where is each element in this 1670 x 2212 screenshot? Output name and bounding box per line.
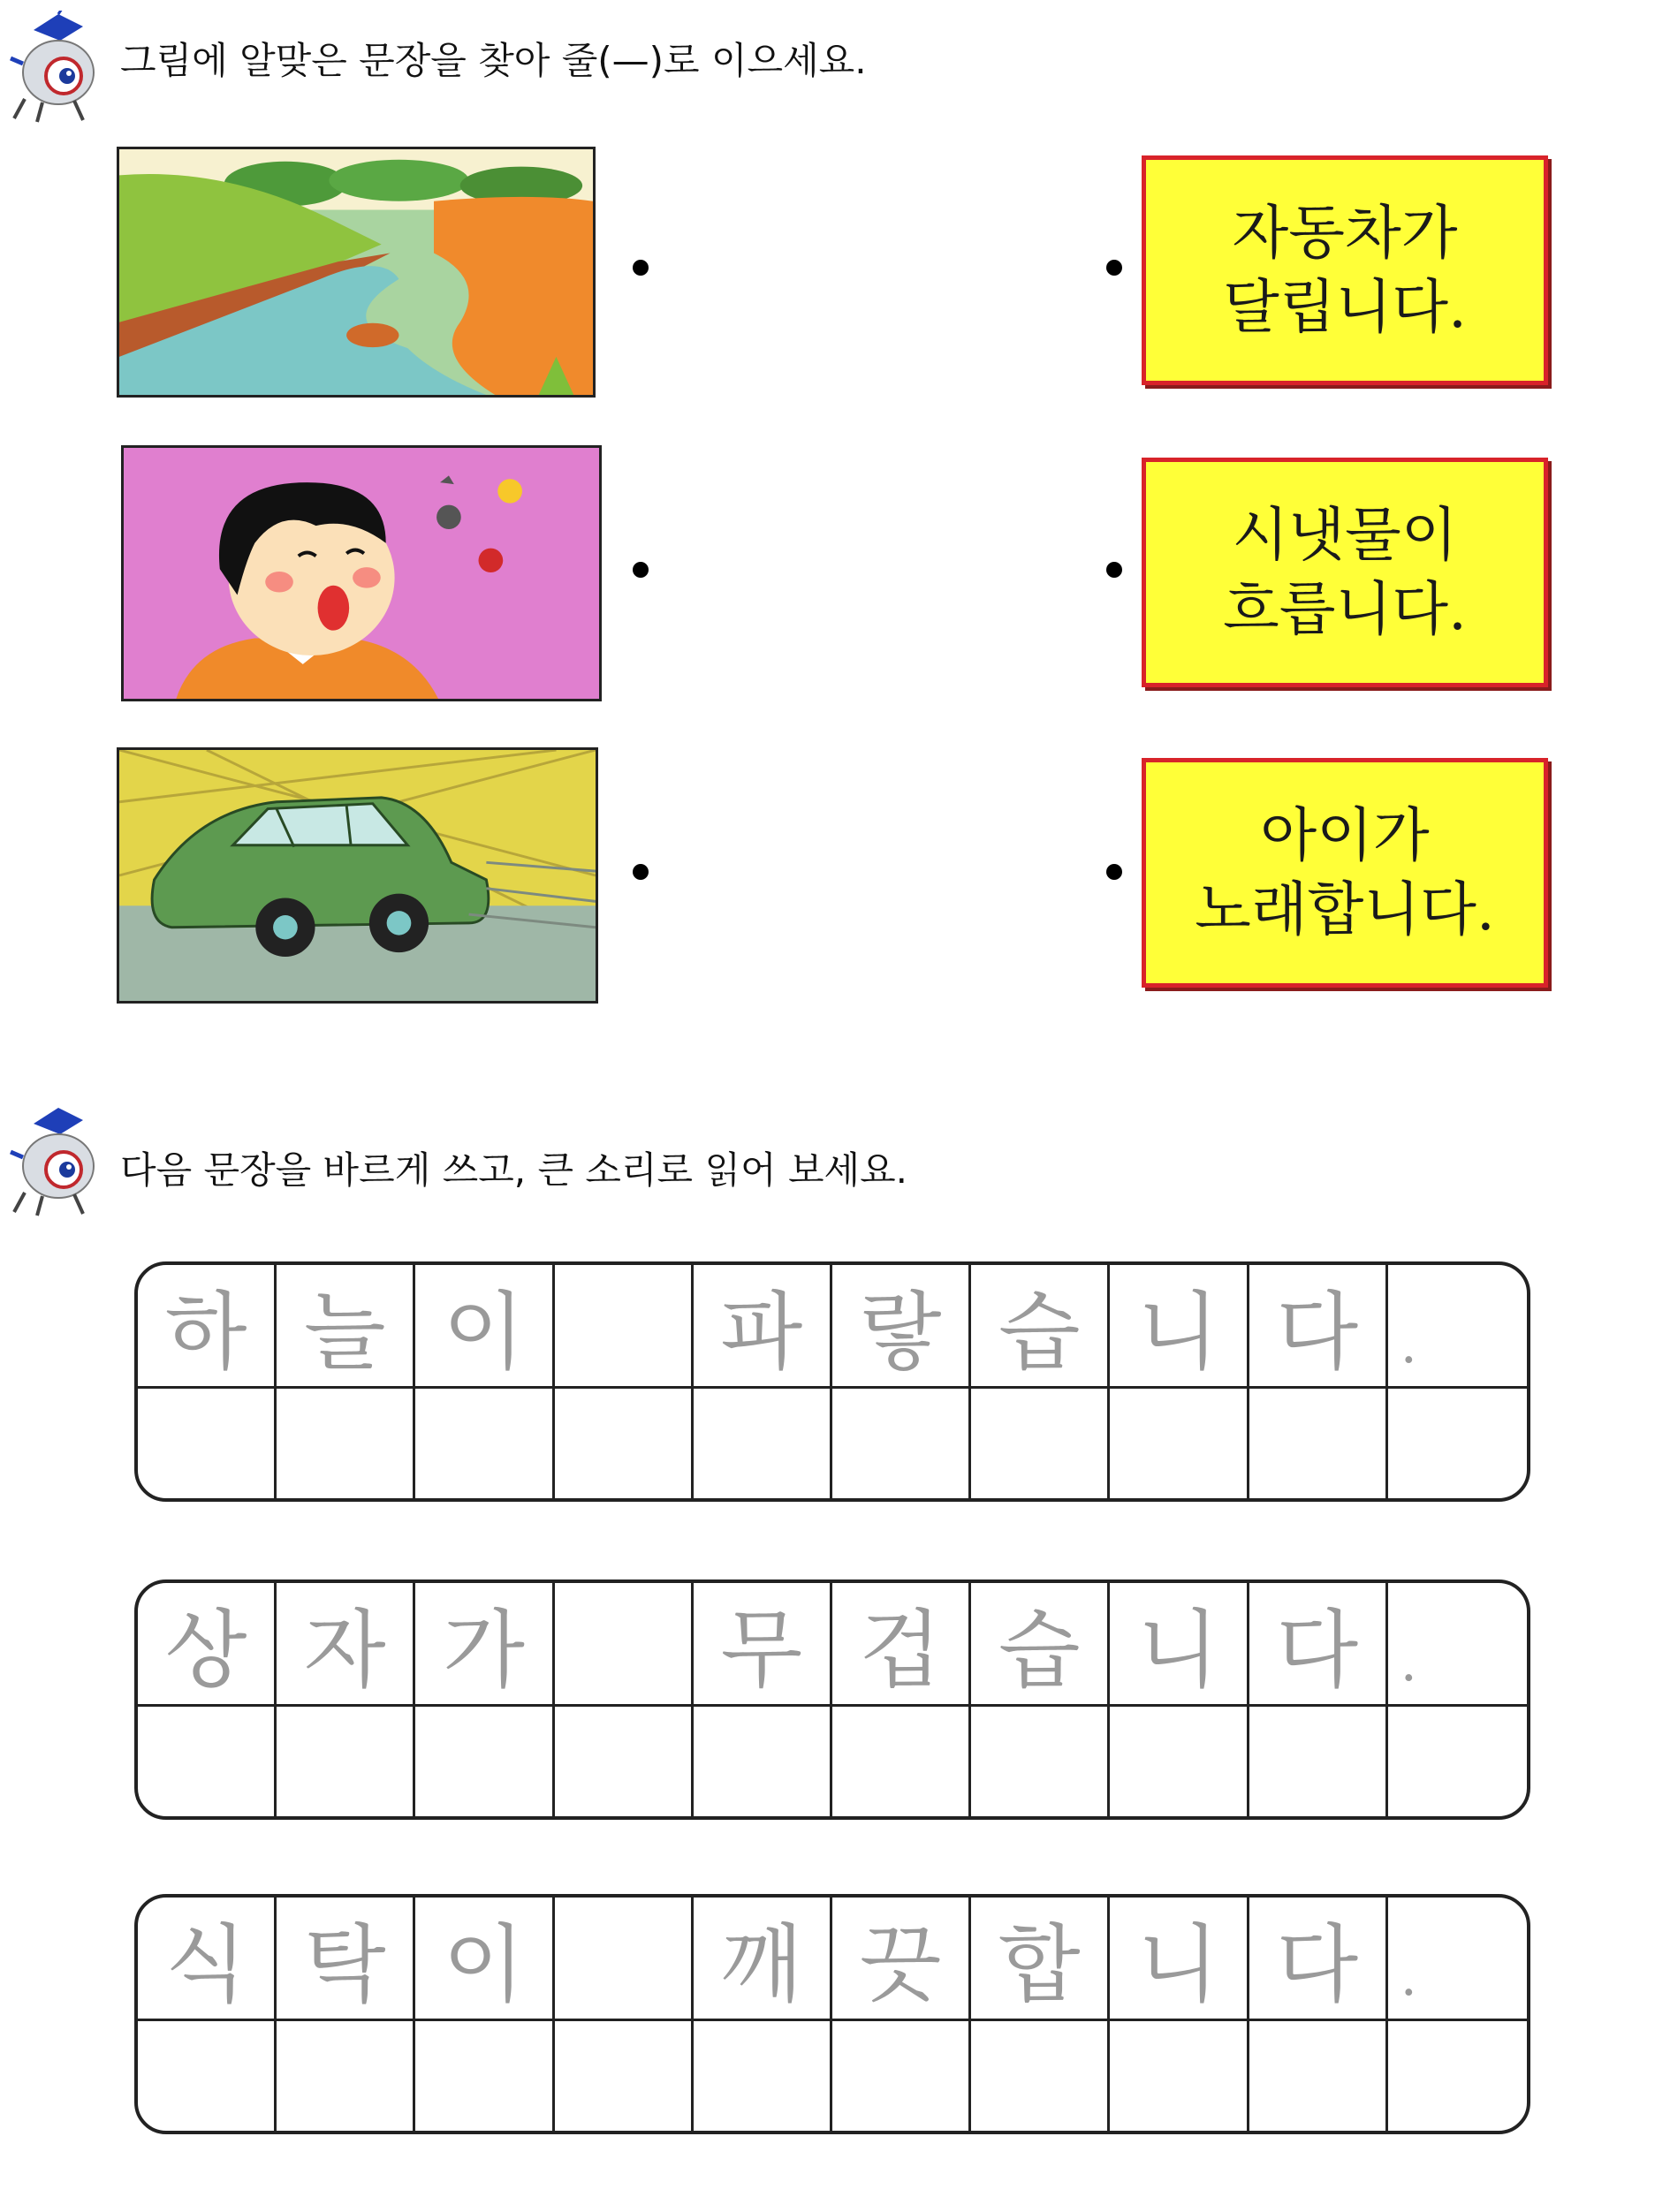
writing-cell[interactable] [138,1389,277,1498]
writing-cell[interactable] [277,1707,415,1816]
writing-cell[interactable] [138,2021,277,2131]
trace-cell: 다 [1249,1898,1388,2021]
singing-boy-picture [121,445,602,701]
sentence-card-2 [1142,458,1548,687]
trace-cell: 깨 [694,1898,832,2021]
mascot-icon [7,1104,104,1219]
writing-cell[interactable] [415,2021,554,2131]
stream-landscape-picture [117,147,596,398]
writing-cell[interactable] [1388,1707,1527,1816]
writing-cell[interactable] [694,1707,832,1816]
trace-cell: 자 [277,1583,415,1707]
trace-cell: 다 [1249,1265,1388,1389]
trace-cell: 니 [1110,1583,1249,1707]
card-line: 시냇물이 [1232,501,1458,569]
instruction-2: 다음 문장을 바르게 쓰고, 큰 소리로 읽어 보세요. [120,1148,908,1192]
trace-cell: 이 [415,1265,554,1389]
trace-cell [555,1265,694,1389]
card-line: 노래합니다. [1195,875,1495,943]
match-dot-right-2[interactable] [1106,562,1122,578]
match-dot-right-1[interactable] [1106,260,1122,276]
writing-cell[interactable] [1249,2021,1388,2131]
card-line: 달립니다. [1222,273,1467,341]
trace-cell: . [1388,1583,1527,1707]
trace-cell: 합 [971,1898,1110,2021]
trace-cell: 상 [138,1583,277,1707]
writing-cell[interactable] [694,2021,832,2131]
trace-cell: 니 [1110,1265,1249,1389]
writing-cell[interactable] [971,2021,1110,2131]
writing-cell[interactable] [694,1389,832,1498]
trace-cell: 이 [415,1898,554,2021]
trace-cell: 니 [1110,1898,1249,2021]
trace-cell: . [1388,1898,1527,2021]
trace-cell: 하 [138,1265,277,1389]
writing-cell[interactable] [1388,2021,1527,2131]
trace-cell: 겁 [832,1583,971,1707]
writing-cell[interactable] [1110,2021,1249,2131]
writing-cell[interactable] [555,1707,694,1816]
trace-cell: 랗 [832,1265,971,1389]
trace-cell [555,1583,694,1707]
trace-cell: 다 [1249,1583,1388,1707]
writing-cell[interactable] [832,2021,971,2131]
writing-cell[interactable] [555,1389,694,1498]
match-dot-left-2[interactable] [633,562,649,578]
mascot-icon [7,11,104,125]
sentence-card-3 [1142,758,1548,988]
writing-cell[interactable] [555,2021,694,2131]
match-dot-left-3[interactable] [633,864,649,880]
trace-cell: . [1388,1265,1527,1389]
writing-cell[interactable] [277,2021,415,2131]
writing-cell[interactable] [138,1707,277,1816]
card-line: 흐릅니다. [1222,575,1467,643]
writing-grid-3 [134,1894,1530,2134]
trace-cell [555,1898,694,2021]
writing-cell[interactable] [1388,1389,1527,1498]
trace-cell: 습 [971,1583,1110,1707]
writing-cell[interactable] [1110,1707,1249,1816]
writing-cell[interactable] [415,1389,554,1498]
trace-cell: 무 [694,1583,832,1707]
writing-cell[interactable] [277,1389,415,1498]
writing-cell[interactable] [971,1389,1110,1498]
card-line: 아이가 [1260,801,1430,869]
writing-cell[interactable] [971,1707,1110,1816]
instruction-1: 그림에 알맞은 문장을 찾아 줄(—)로 이으세요. [120,39,867,82]
trace-cell: 습 [971,1265,1110,1389]
trace-cell: 식 [138,1898,277,2021]
trace-cell: 끗 [832,1898,971,2021]
writing-cell[interactable] [1110,1389,1249,1498]
writing-cell[interactable] [415,1707,554,1816]
writing-cell[interactable] [1249,1389,1388,1498]
trace-cell: 탁 [277,1898,415,2021]
trace-cell: 파 [694,1265,832,1389]
card-line: 자동차가 [1232,199,1458,267]
match-dot-right-3[interactable] [1106,864,1122,880]
trace-cell: 늘 [277,1265,415,1389]
match-dot-left-1[interactable] [633,260,649,276]
sentence-card-1 [1142,155,1548,385]
moving-car-picture [117,747,598,1004]
trace-cell: 가 [415,1583,554,1707]
writing-cell[interactable] [832,1389,971,1498]
writing-cell[interactable] [832,1707,971,1816]
writing-grid-1 [134,1261,1530,1502]
writing-grid-2 [134,1579,1530,1820]
writing-cell[interactable] [1249,1707,1388,1816]
